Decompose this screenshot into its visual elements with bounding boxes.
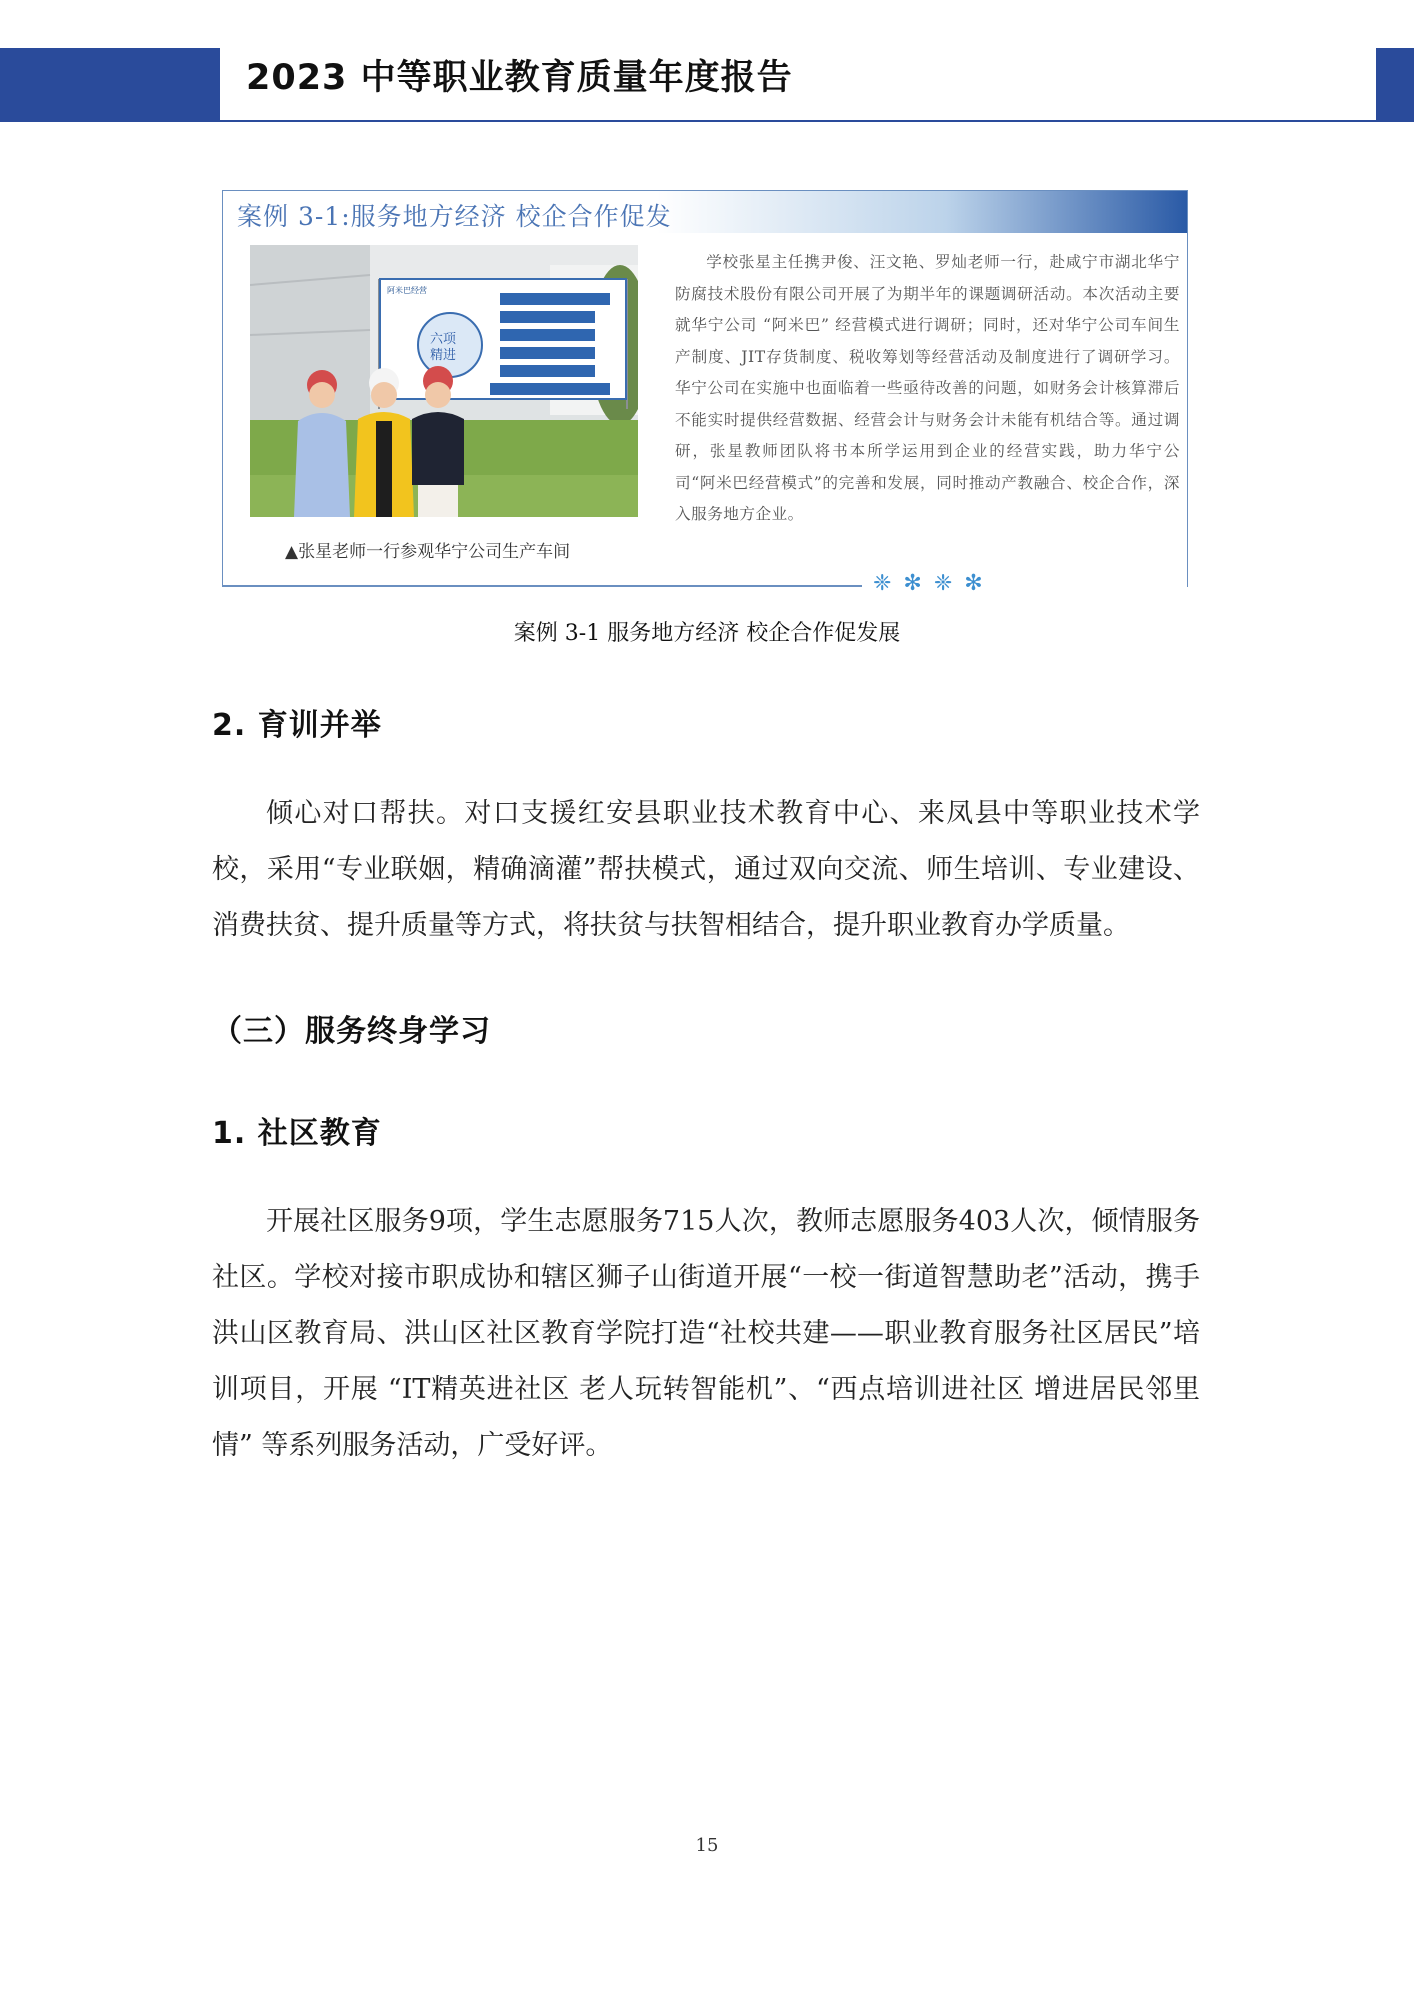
svg-text:阿米巴经营: 阿米巴经营 [387,286,427,295]
header-rule [220,120,1376,122]
paragraph-community-education: 开展社区服务9项，学生志愿服务715人次，教师志愿服务403人次，倾情服务社区。学校对接市职成协和辖区狮子山街道开展“一校一街道智慧助老”活动，携手洪山区教育局、洪山区社区教育学院打造“社校共建——职业教育服务社区居民”培训项目，开展 “IT精英进社区 老人玩转智能机”、“西点培训进社区 增进居民邻里情” 等系列服务活动，广受好评。 [212,1206,1200,1461]
factory-visit-photo [250,245,638,517]
case-box [222,190,1188,596]
figure-caption: 案例 3-1 服务地方经济 校企合作促发展 [513,621,901,646]
report-title: 2023 中等职业教育质量年度报告 [246,58,793,98]
svg-text:六项: 六项 [430,332,457,347]
paragraph-training: 倾心对口帮扶。对口支援红安县职业技术教育中心、来凤县中等职业技术学校，采用“专业联姻，精确滴灌”帮扶模式，通过双向交流、师生培训、专业建设、消费扶贫、提升质量等方式，将扶贫与扶智相结合，提升职业教育办学质量。 [212,798,1200,941]
header-left-bar [0,48,220,122]
case-bottom-rule [222,585,862,587]
section-heading-training: 2. 育训并举 [212,708,382,743]
photo-caption: ▲张星老师一行参观华宁公司生产车间 [285,542,571,562]
header-right-bar [1376,48,1414,122]
section-heading-community-education: 1. 社区教育 [212,1116,382,1151]
svg-text:精进: 精进 [430,348,457,363]
snowflake-decoration-icon: ❈✻❈✻ [873,571,995,596]
case-photo [250,245,638,517]
page-number: 15 [695,1835,719,1856]
case-title: 案例 3-1:服务地方经济 校企合作促发 [237,202,672,231]
case-body-text: 学校张星主任携尹俊、汪文艳、罗灿老师一行，赴咸宁市湖北华宁防腐技术股份有限公司开展了为期半年的课题调研活动。本次活动主要就华宁公司 “阿米巴” 经营模式进行调研；同时，还对华宁公司车间生产制度、JIT存货制度、税收筹划等经营活动及制度进行了调研学习。华宁公司在实施中也面临着一些亟待改善的问题，如财务会计核算滞后不能实时提供经营数据、经营会计与财务会计未能有机结合等。通过调研，张星教师团队将书本所学运用到企业的经营实践，助力华宁公司“阿米巴经营模式”的完善和发展，同时推动产教融合、校企合作，深入服务地方企业。 [675,253,1180,523]
section-heading-lifelong-learning: （三）服务终身学习 [212,1014,491,1049]
